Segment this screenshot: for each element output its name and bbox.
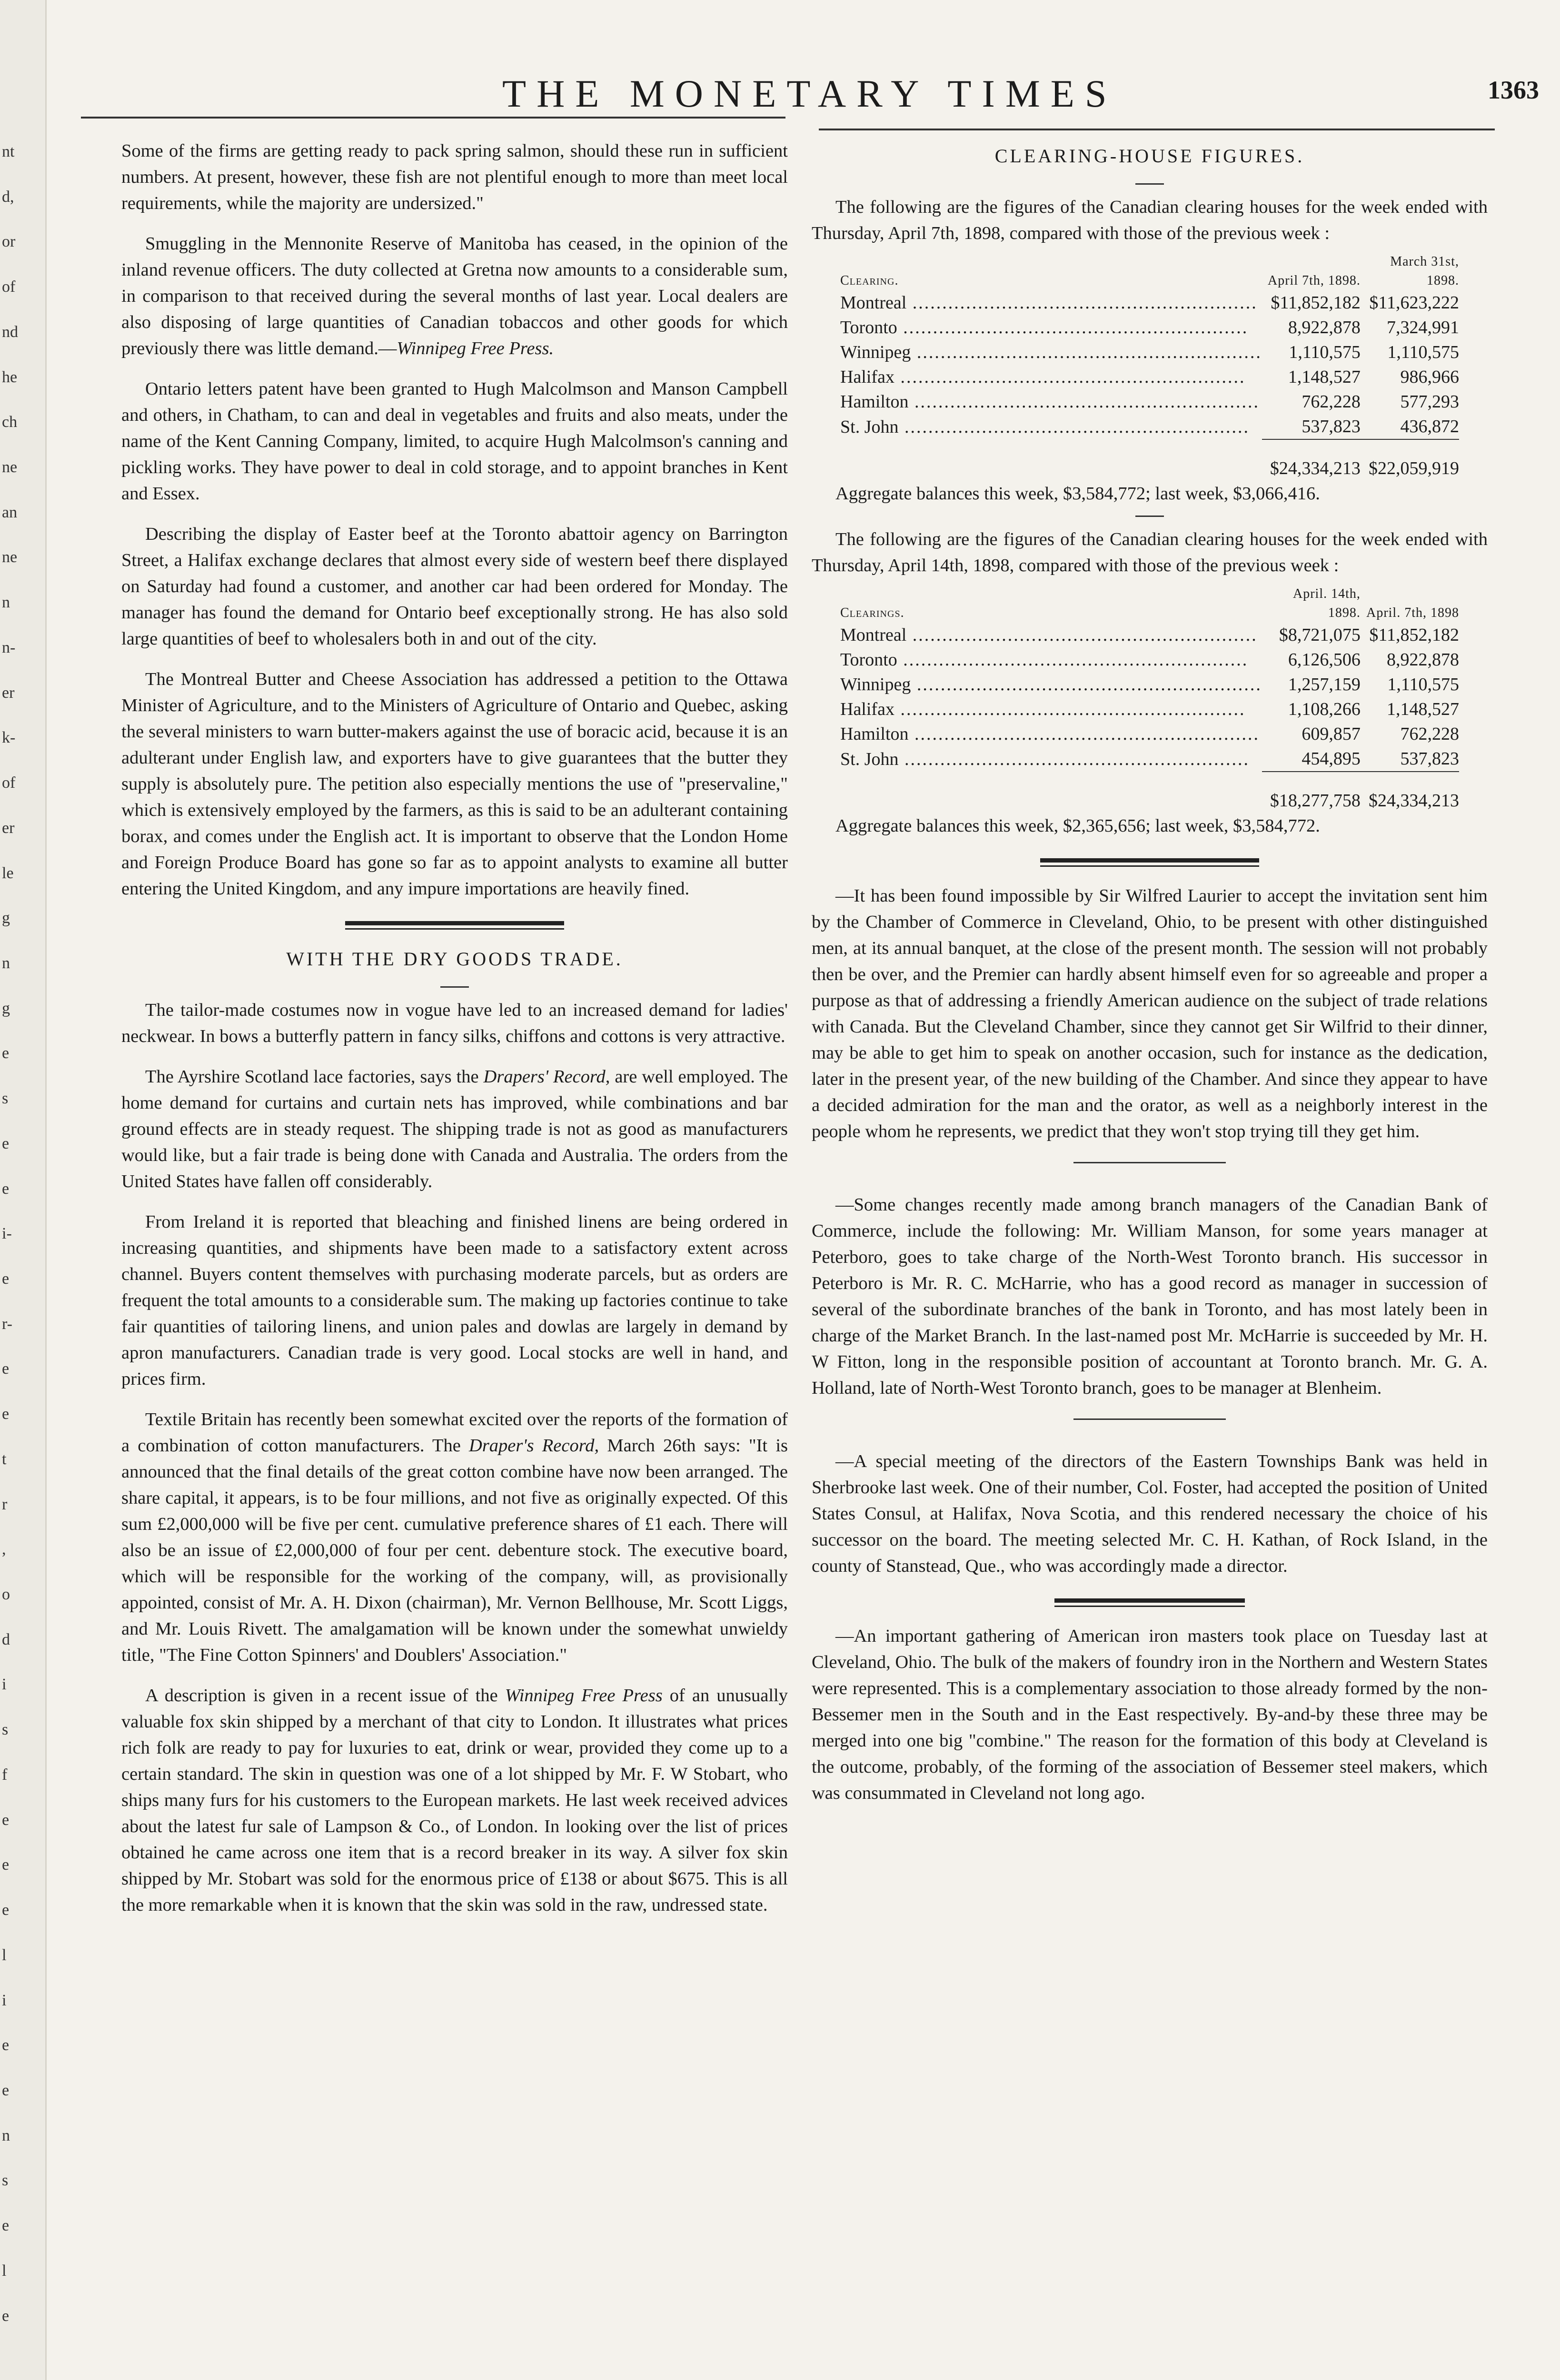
edge-fragment: e (2, 1901, 10, 1919)
city-label: St. John ..... (840, 417, 1250, 437)
value-current: 6,126,506 (1288, 650, 1361, 670)
salmon-paragraph: Some of the firms are getting ready to pack spring salmon, should these run in sufficient numbers. At present, however, these fish are not plentiful enough to more than meet local requirements, while the majority are undersized." (121, 141, 788, 213)
edge-fragment: g (2, 909, 10, 927)
edge-fragment: n (2, 594, 10, 612)
edge-fragment: n- (2, 638, 16, 656)
edge-fragment: le (2, 864, 14, 882)
edge-fragment: d (2, 1630, 10, 1648)
smuggling-paragraph (121, 231, 788, 362)
edge-fragment: or (2, 233, 16, 251)
table-row (840, 315, 1459, 340)
header-rule-left (81, 117, 785, 119)
table-row (840, 672, 1459, 697)
table-header-row (840, 252, 1459, 290)
easter-beef-paragraph: Describing the display of Easter beef at the Toronto abattoir agency on Barrington Street, a Halifax exchange declares that almost every side of western beef there displayed on Saturday had found a customer, and another car had been ordered for Monday. The manager has found the demand for Ontario beef exceptionally strong. He has also sold large quantities of beef to wholesalers both in and out of the city. (121, 524, 788, 649)
total-col2: $22,059,919 (1361, 439, 1459, 481)
value-previous: 577,293 (1400, 392, 1459, 412)
edge-fragment: d, (2, 188, 14, 206)
left-column (121, 138, 788, 1924)
laurier-paragraph: —It has been found impossible by Sir Wilfred Laurier to accept the invitation sent him by the Chamber of Commerce in Cleveland, Ohio, to be present with other distinguished men, at its annual banquet, at the close of the present month. The session will not probably then be over, and the Premier can hardly absent himself even for so agreeable and proper a purpose as that of addressing a friendly American audience on the subject of trade relations with Canada. But the Cleveland Chamber, since they cannot get Sir Wilfrid to their dinner, may be able to get him to speak on another occasion, such for instance as the dedication, later in the present year, of the new building of the Chamber. And since they appear to have a decided admiration for the man and the orator, as well as a neighborly interest in the people whom he represents, we predict that they won't stop trying till they get him. (812, 886, 1488, 1141)
value-previous: 1,110,575 (1387, 342, 1459, 362)
clearing-house-heading: CLEARING-HOUSE FIGURES. (994, 145, 1305, 167)
city-name (840, 722, 1262, 746)
city-name (840, 697, 1262, 722)
total-col1: $24,334,213 (1262, 439, 1361, 481)
edge-fragment: s (2, 2172, 9, 2190)
city-label: Toronto ..... (840, 317, 1248, 337)
value-current: 1,108,266 (1288, 699, 1361, 719)
header-label: Clearings. (840, 605, 904, 620)
city-name (840, 746, 1262, 772)
city-name (840, 672, 1262, 697)
smuggling-text: Smuggling in the Mennonite Reserve of Manitoba has ceased, in the opinion of the inland revenue officers. The duty collected at Gretna now amounts to a considerable sum, in comparison to that received during the several months of last year. Local dealers are also disposing of large quantities of Canadian tobaccos and other goods for which previously there was little demand.— (121, 234, 788, 358)
edge-fragment: e (2, 2217, 10, 2235)
city-name (840, 315, 1262, 340)
value-current: 1,257,159 (1288, 674, 1361, 694)
ayrshire-text-b: are well employed. The home demand for curtains and curtain nets has improved, while combinations and bar ground effects are in steady request. The shipping trade is not as good as manufacturers would like, but a fair trade is being done with Canada and Australia. The orders from the United States have fallen off considerably. (121, 1067, 788, 1191)
eastern-townships-paragraph: —A special meeting of the directors of the Eastern Townships Bank was held in Sherbrooke last week. One of their number, Col. Foster, had accepted the position of United States Consul, at Halifax, Nova Scotia, and this rendered necessary the choice of his successor on the board. The meeting selected Mr. C. H. Kathan, of Rock Island, in the county of Stanstead, Que., who was accordingly made a director. (812, 1451, 1488, 1576)
butter-association-paragraph: The Montreal Butter and Cheese Association has addressed a petition to the Ottawa Minister of Agriculture, and to the Ministers of Agriculture of Ontario and Quebec, asking the several ministers to warn butter-makers against the use of boracic acid, because it is an adulterant under English law, and exporters have to give guarantees that the butter they supply is absolutely pure. The petition also especially mentions the use of "preservaline," which is extensively employed by the farmers, as this is said to be an adulterant containing borax, and comes under the English act. It is important to observe that the London Home and Foreign Produce Board has gone so far as to appoint analysts to examine all butter entering the United Kingdom, and any impure importations are heavily fined. (121, 669, 788, 899)
city-name (840, 365, 1262, 389)
masthead: THE MONETARY TIMES (502, 72, 1117, 115)
table1-aggregate: Aggregate balances this week, $3,584,772; last week, $3,066,416. (835, 484, 1320, 504)
edge-fragment: e (2, 1811, 10, 1829)
table-row (840, 340, 1459, 365)
table-row (840, 414, 1459, 439)
edge-fragment: i (2, 1676, 7, 1694)
edge-fragment: er (2, 819, 15, 837)
edge-fragment: l (2, 2261, 7, 2280)
page-header (45, 71, 1560, 114)
edge-fragment: nt (2, 143, 15, 160)
value-current: $8,721,075 (1279, 625, 1361, 645)
value-current: 762,228 (1302, 392, 1361, 412)
edge-fragment: f (2, 1765, 8, 1784)
value-current: 1,148,527 (1288, 367, 1361, 387)
ayrshire-paragraph (121, 1064, 788, 1195)
adjacent-page-edge (0, 0, 47, 2380)
edge-fragment: he (2, 368, 18, 386)
edge-fragment: e (2, 1856, 10, 1874)
page-number: 1363 (1488, 76, 1539, 104)
section-divider (1040, 858, 1259, 867)
right-column (812, 143, 1488, 1812)
fox-text-b: of an unusually valuable fox skin shipped by a merchant of that city to London. It illustrates what prices rich folk are ready to pay for luxuries to eat, drink or wear, provided they come up to a certain standard. The skin in question was one of a lot shipped by Mr. F. W Stobart, who ships many furs for his customers to the European markets. He last week received advices about the latest fur sale of Lampson & Co., of London. In looking over the list of prices obtained he came across one item that is a record breaker in its way. A silver fox skin shipped by Mr. Stobart was sold for the enormous price of £138 or about $675. This is all the more remarkable when it is known that the skin was sold in the raw, undressed state. (121, 1686, 788, 1915)
heading-dash (1135, 183, 1164, 185)
value-previous: $11,623,222 (1369, 293, 1459, 313)
textile-source: Draper's Record, (469, 1436, 599, 1456)
textile-text-b: March 26th says: "It is announced that the final details of the great cotton combine have now been arranged. The share capital, it appears, is to be four millions, and not five as originally expected. Of this sum £2,000,000 will be five per cent. cumulative preference shares of £1 each. There will also be an issue of £2,000,000 of four per cent. debenture stock. The executive board, which will be responsible for the working of the company, will, as provisionally appointed, consist of Mr. A. H. Dixon (chairman), Mr. Vernon Bellhouse, Mr. Scott Liggs, and Mr. Louis Rivett. The amalgamation will be known under the somewhat unwieldy title, "The Fine Cotton Spinners' and Doublers' Association." (121, 1436, 788, 1665)
bank-of-commerce-paragraph: —Some changes recently made among branch managers of the Canadian Bank of Commerce, include the following: Mr. William Manson, for some years manager at Peterboro, goes to take charge of the North-West Toronto branch. His successor in Peterboro is Mr. R. C. McHarrie, who has a good record as manager in succession of several of the subordinate branches of the bank in Toronto, and has most lately been in charge of the Market Branch. In the last-named post Mr. McHarrie is succeeded by Mr. H. W Fitton, long in the responsible position of accountant at Toronto branch. Mr. G. A. Holland, late of North-West Toronto branch, goes to be manager at Blenheim. (812, 1195, 1488, 1398)
table-dash (1135, 516, 1164, 517)
table-row (840, 290, 1459, 315)
city-label: Winnipeg ..... (840, 342, 1262, 362)
edge-fragment: e (2, 2081, 10, 2099)
city-name (840, 389, 1262, 414)
edge-fragment: e (2, 1180, 10, 1198)
edge-fragment: e (2, 1405, 10, 1423)
ontario-patent-paragraph: Ontario letters patent have been granted to Hugh Malcolmson and Manson Campbell and others, in Chatham, to can and deal in vegetables and fruits and also meats, under the name of the Kent Canning Company, limited, to acquire Hugh Malcolmson's canning and pickling works. They have power to deal in cold storage, and to appoint branches in Kent and Essex. (121, 379, 788, 504)
value-previous: 986,966 (1400, 367, 1459, 387)
table-row (840, 365, 1459, 389)
value-current: 8,922,878 (1288, 317, 1361, 337)
city-label: Montreal ..... (840, 625, 1258, 645)
value-current: 537,823 (1302, 416, 1361, 436)
smuggling-source: Winnipeg Free Press. (397, 338, 554, 358)
edge-fragment: an (2, 503, 18, 521)
value-current: 454,895 (1302, 749, 1361, 769)
value-previous: 537,823 (1400, 749, 1459, 769)
city-label: Halifax ..... (840, 699, 1245, 719)
fox-source: Winnipeg Free Press (505, 1686, 663, 1706)
fox-text-a: A description is given in a recent issue of the (145, 1686, 505, 1706)
edge-fragment: o (2, 1586, 10, 1604)
edge-fragment: e (2, 1270, 10, 1288)
value-previous: $11,852,182 (1369, 625, 1459, 645)
textile-text-a: Textile Britain has recently been somewhat excited over the reports of the formation of a combination of cotton manufacturers. The (121, 1409, 788, 1456)
edge-fragment: i- (2, 1225, 12, 1243)
fox-skin-paragraph (121, 1683, 788, 1918)
city-label: Hamilton ..... (840, 724, 1260, 744)
edge-fragment: l (2, 1946, 7, 1964)
heading-dash (440, 986, 469, 988)
table-total-row (840, 439, 1459, 481)
edge-fragment: i (2, 1991, 7, 2009)
edge-fragment: e (2, 1044, 10, 1062)
section-divider (1054, 1598, 1245, 1607)
total-spacer (840, 439, 1262, 481)
table-row (840, 746, 1459, 772)
article-divider (1073, 1162, 1226, 1163)
total-col2: $24,334,213 (1361, 772, 1459, 813)
value-previous: 7,324,991 (1387, 317, 1459, 337)
edge-fragment: e (2, 2307, 10, 2325)
value-current: 609,857 (1302, 724, 1361, 744)
edge-fragment: e (2, 2036, 10, 2054)
value-previous: 1,110,575 (1387, 674, 1459, 694)
dry-goods-heading: WITH THE DRY GOODS TRADE. (286, 948, 623, 970)
city-name (840, 340, 1262, 365)
edge-fragment: ch (2, 413, 18, 431)
value-current: 1,110,575 (1289, 342, 1361, 362)
edge-fragment: r- (2, 1315, 12, 1333)
header-col2: April. 7th, 1898 (1366, 605, 1459, 620)
ireland-paragraph: From Ireland it is reported that bleaching and finished linens are being ordered in increasing quantities, and shipments have been made to a satisfactory extent across channel. Buyers content themselves with purchasing moderate parcels, but as orders are frequent the total amounts to a considerable sum. The making up factories continue to take fair quantities of tailoring linens, and union pales and dowlas are largely in demand by apron manufacturers. Canadian trade is very good. Local stocks are well in hand, and prices firm. (121, 1212, 788, 1389)
table-row (840, 389, 1459, 414)
total-spacer (840, 772, 1262, 813)
city-name (840, 290, 1262, 315)
edge-fragment: g (2, 999, 10, 1017)
clearing-table-april-14 (840, 585, 1459, 813)
edge-fragment: of (2, 278, 16, 296)
table-row (840, 697, 1459, 722)
value-previous: 1,148,527 (1387, 699, 1459, 719)
edge-fragment: s (2, 1721, 9, 1739)
value-current: $11,852,182 (1271, 293, 1361, 313)
table-total-row (840, 772, 1459, 813)
city-name (840, 623, 1262, 647)
edge-fragment: n (2, 954, 10, 972)
table-row (840, 647, 1459, 672)
value-previous: 762,228 (1400, 724, 1459, 744)
city-label: Montreal ..... (840, 293, 1258, 313)
edge-fragment: ne (2, 548, 18, 566)
ayrshire-text-a: The Ayrshire Scotland lace factories, says the (145, 1067, 484, 1087)
edge-fragment: nd (2, 323, 18, 341)
edge-fragment: ne (2, 458, 18, 476)
edge-fragment: e (2, 1360, 10, 1378)
table-header-row (840, 585, 1459, 623)
edge-fragment: er (2, 684, 15, 702)
edge-fragment: r (2, 1495, 8, 1513)
table-row (840, 623, 1459, 647)
city-name (840, 414, 1262, 439)
edge-fragment: n (2, 2126, 10, 2144)
edge-fragment: t (2, 1450, 7, 1468)
edge-fragment: k- (2, 729, 16, 747)
header-col2: March 31st, 1898. (1390, 254, 1459, 288)
table2-intro: The following are the figures of the Canadian clearing houses for the week ended with Thursday, April 14th, 1898, compared with those of the previous week : (812, 529, 1488, 575)
iron-masters-paragraph: —An important gathering of American iron masters took place on Tuesday last at Cleveland, Ohio. The bulk of the makers of foundry iron in the Northern and Western States were represented. This is a complementary association to those already formed by the non-Bessemer men in the South and in the East respectively. By-and-by these three may be merged into one big "combine." The reason for the formation of this body at Cleveland is the outcome, probably, of the forming of the association of Bessemer steel makers, which was consummated in Cleveland not long ago. (812, 1626, 1488, 1803)
edge-fragment: of (2, 774, 16, 792)
value-previous: 436,872 (1400, 416, 1459, 436)
table2-aggregate: Aggregate balances this week, $2,365,656; last week, $3,584,772. (835, 816, 1320, 836)
city-label: Winnipeg ..... (840, 674, 1262, 694)
edge-fragment: e (2, 1134, 10, 1152)
header-col1: April. 14th, 1898. (1293, 586, 1361, 620)
ayrshire-source: Drapers' Record, (483, 1067, 610, 1087)
cotton-combine-paragraph (121, 1407, 788, 1668)
article-divider (1073, 1418, 1226, 1420)
table1-intro: The following are the figures of the Canadian clearing houses for the week ended with Thursday, April 7th, 1898, compared with those of the previous week : (812, 197, 1488, 243)
neckwear-paragraph: The tailor-made costumes now in vogue have led to an increased demand for ladies' neckwear. In bows a butterfly pattern in fancy silks, chiffons and cottons is very attractive. (121, 1000, 788, 1046)
city-name (840, 647, 1262, 672)
value-previous: 8,922,878 (1387, 650, 1459, 670)
section-divider (345, 921, 564, 930)
header-label: Clearing. (840, 273, 899, 288)
city-label: Toronto ..... (840, 650, 1248, 670)
edge-fragment: , (2, 1540, 6, 1558)
total-col1: $18,277,758 (1262, 772, 1361, 813)
header-rule-right (819, 129, 1495, 130)
clearing-table-april-7 (840, 252, 1459, 481)
edge-fragment: s (2, 1090, 9, 1108)
city-label: Hamilton ..... (840, 392, 1260, 412)
header-col1: April 7th, 1898. (1268, 273, 1361, 288)
table-row (840, 722, 1459, 746)
city-label: St. John ..... (840, 749, 1250, 769)
city-label: Halifax ..... (840, 367, 1245, 387)
